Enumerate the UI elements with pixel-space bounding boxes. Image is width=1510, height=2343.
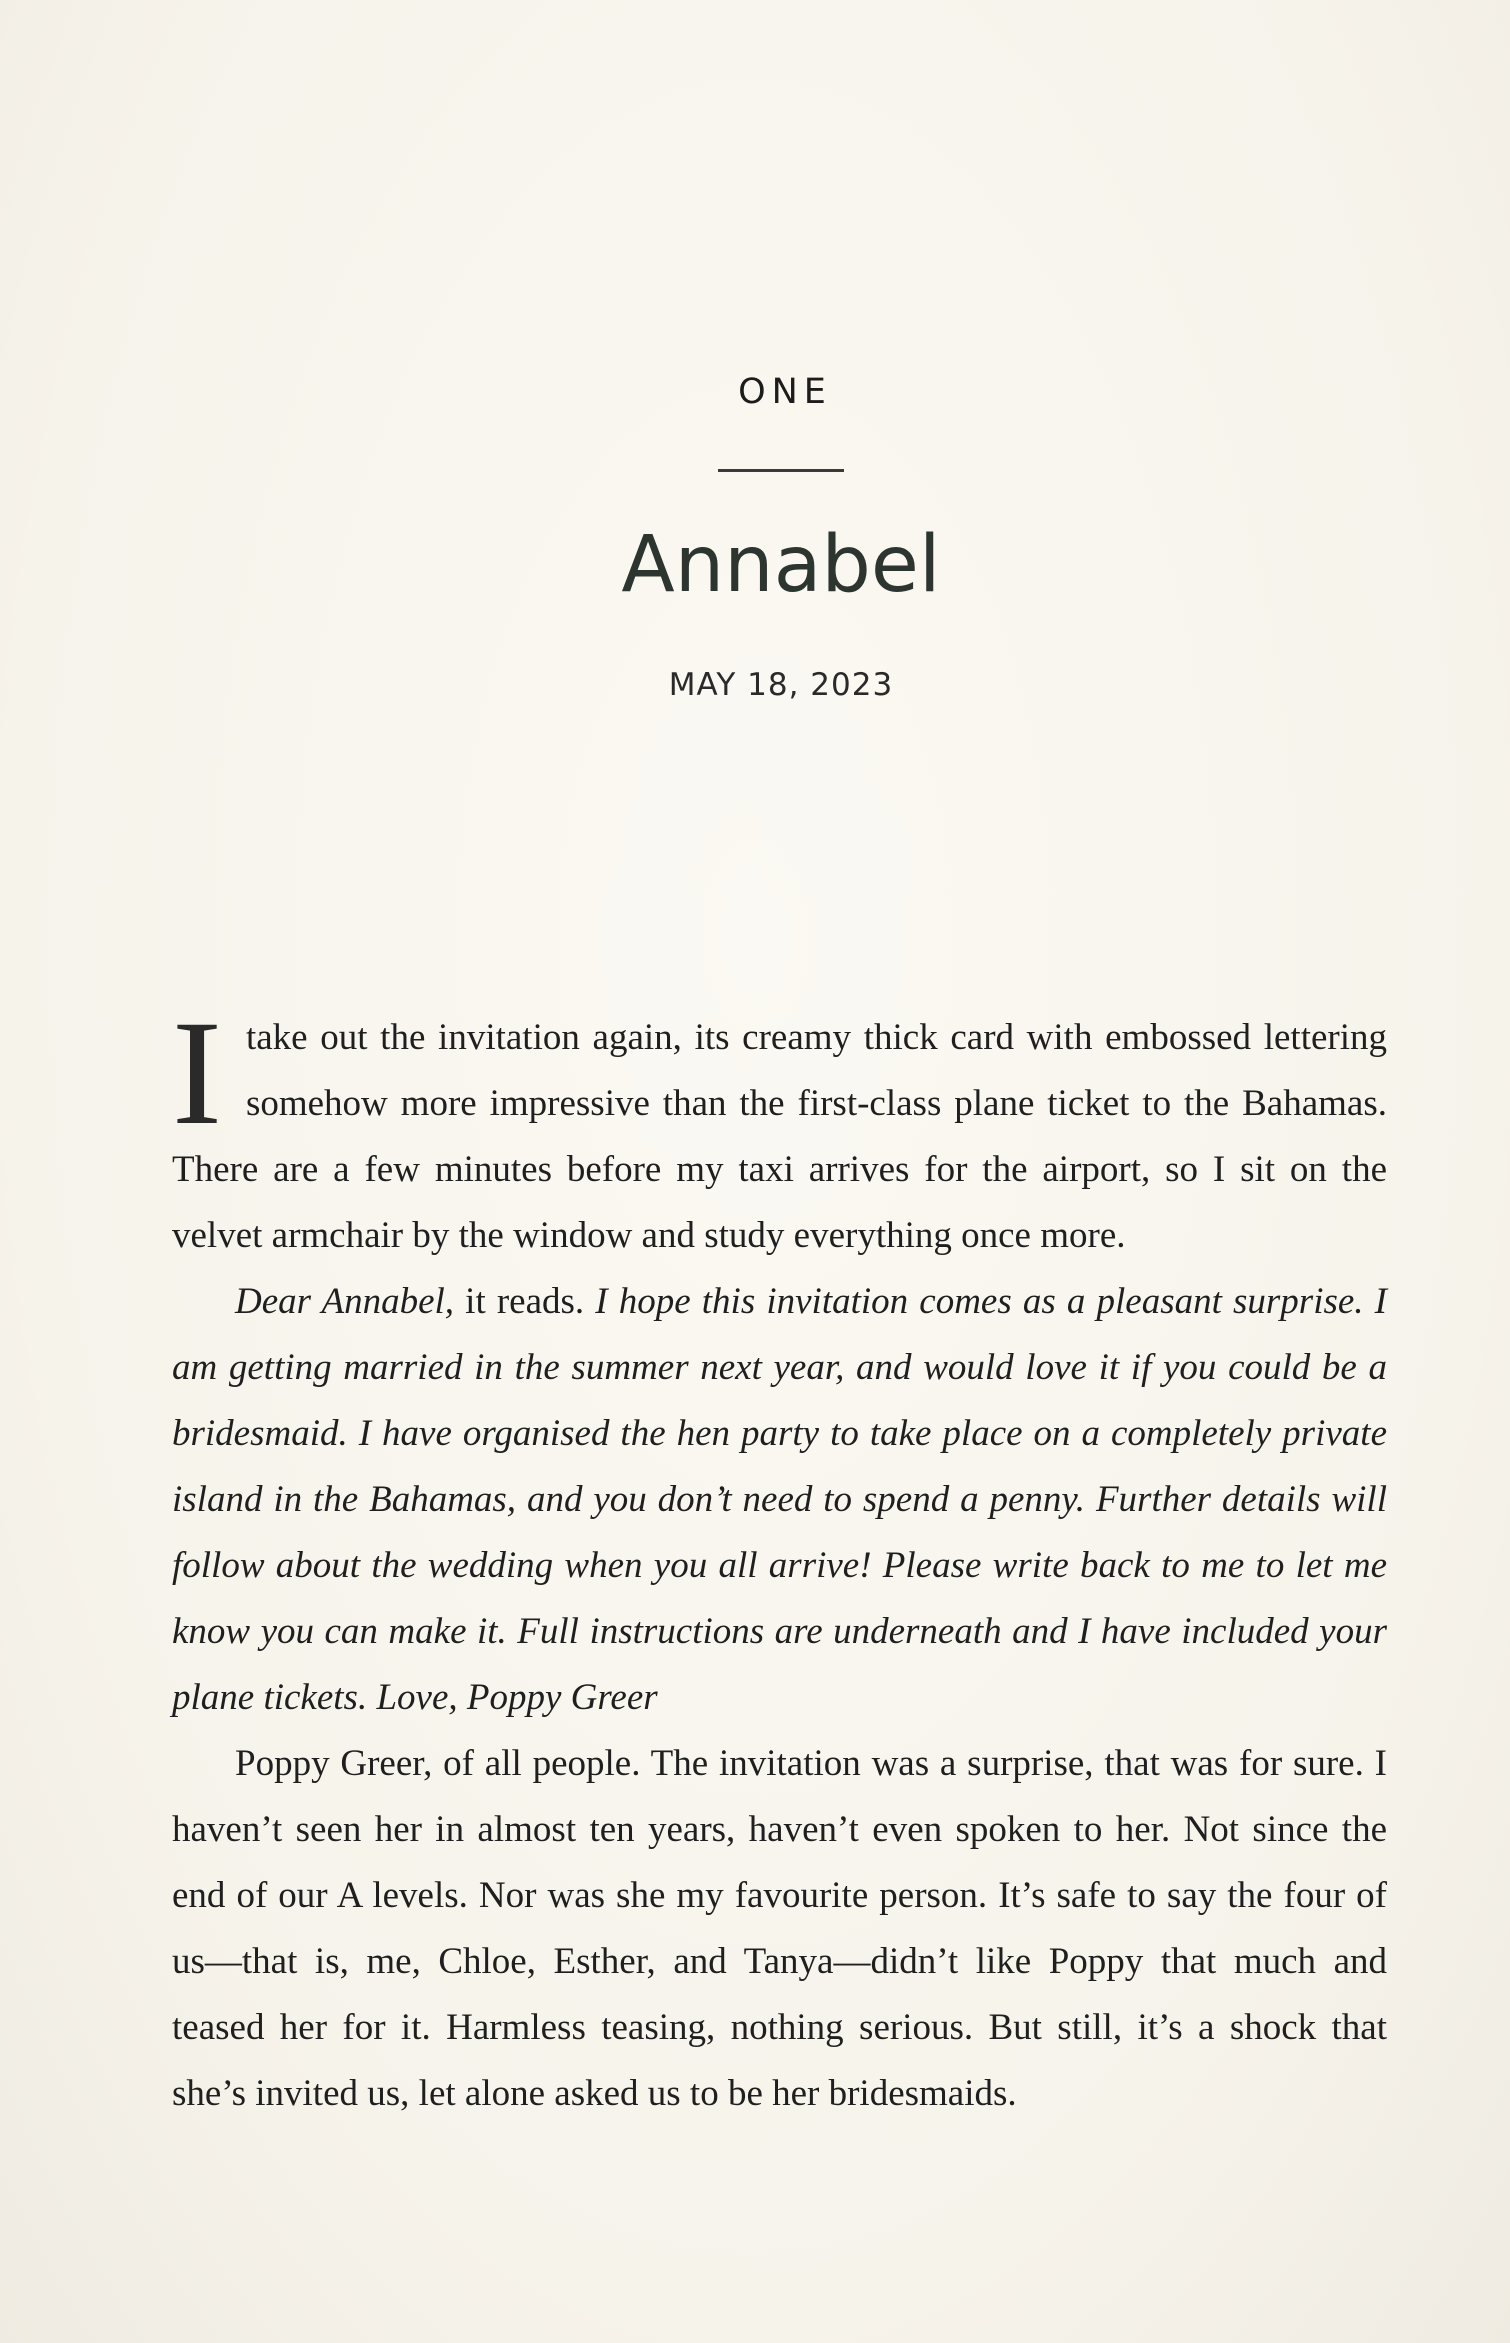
- paragraph-text: it reads.: [454, 1281, 596, 1322]
- chapter-body: [172, 990, 1387, 2127]
- chapter-divider: [718, 469, 844, 472]
- chapter-number: ONE: [738, 372, 832, 412]
- paragraph-text: take out the invitation again, its creamy thick card with embossed lettering somehow more impressive than the first-class plane ticket to the Bahamas. There are a few minutes before my taxi arrives for the airport, so I sit on the velvet armchair by the window and study everything once more.: [172, 1017, 1387, 1256]
- chapter-title: Annabel: [621, 520, 941, 610]
- paragraph: [172, 1731, 1387, 2127]
- paragraph: [172, 1269, 1387, 1731]
- paragraph: [172, 990, 1387, 1269]
- letter-salutation: Dear Annabel,: [235, 1281, 455, 1322]
- paragraph-text: Poppy Greer, of all people. The invitation was a surprise, that was for sure. I haven’t seen her in almost ten years, haven’t even spoken to her. Not since the end of our A levels. Nor was she my favourite person. It’s safe to say the four of us—that is, me, Chloe, Esther, and Tanya—didn’t like Poppy that much and teased her for it. Harmless teasing, nothing serious. But still, it’s a shock that she’s invited us, let alone asked us to be her bridesmaids.: [172, 1743, 1387, 2114]
- chapter-date: MAY 18, 2023: [668, 667, 894, 703]
- letter-text: I hope this invitation comes as a pleasant surprise. I am getting married in the summer next year, and would love it if you could be a bridesmaid. I have organised the hen party to take place on a completely private island in the Bahamas, and you don’t need to spend a penny. Further details will follow about the wedding when you all arrive! Please write back to me to let me know you can make it. Full instructions are underneath and I have included your plane tickets. Love, Poppy Greer: [172, 1281, 1387, 1718]
- drop-cap: I: [172, 990, 222, 1156]
